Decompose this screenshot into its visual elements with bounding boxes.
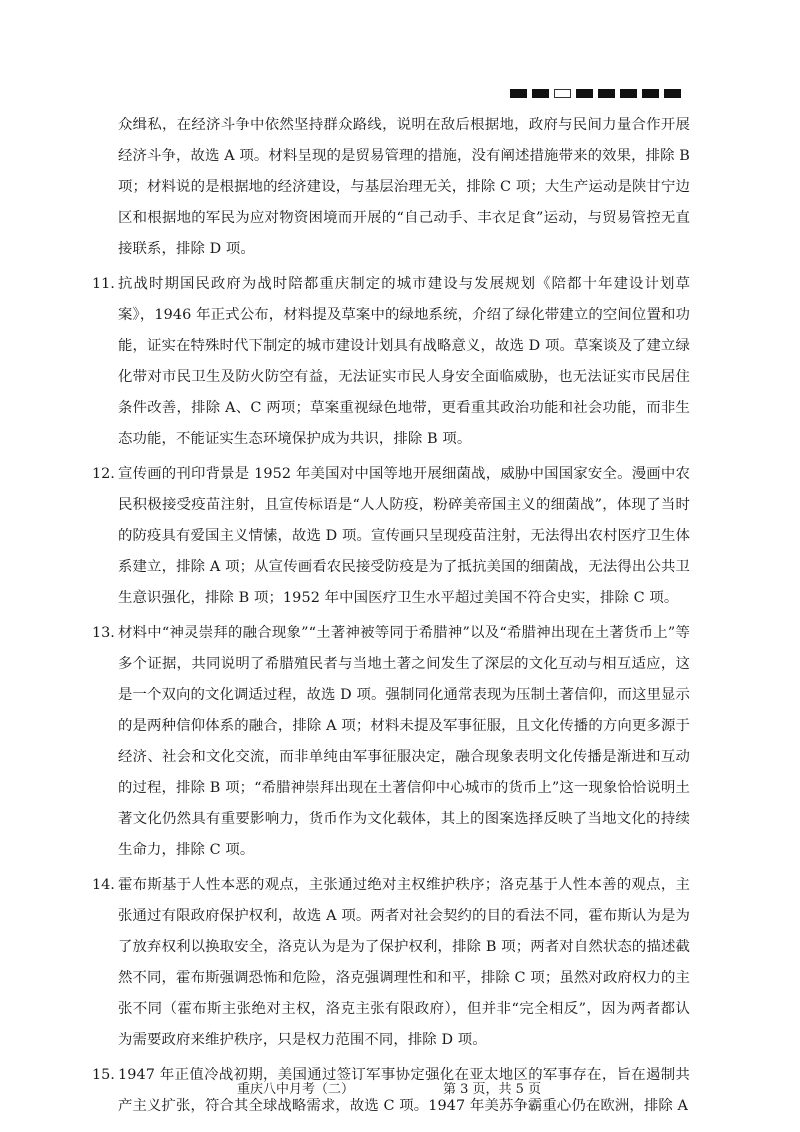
header-mark (598, 89, 615, 98)
header-mark (642, 89, 659, 98)
item-text: 霍布斯基于人性本恶的观点，主张通过绝对主权维护秩序；洛克基于人性本善的观点，主张通过有限政府保护权利，故选 A 项。两者对社会契约的目的看法不同，霍布斯认为是为了放弃权利以换取安全，洛克认为是为了保护权利，排除 B 项；两者对自然状态的描述截然不同，霍布斯强调恐怖和危险，洛克强调理性和和平，排除 C 项；虽然对政府权力的主张不同（霍布斯主张绝对主权，洛克主张有限政府），但并非“完全相反”，因为两者都认为需要政府来维护秩序，只是权力范围不同，排除 D 项。 (118, 877, 690, 1048)
answer-item-15 (92, 1060, 690, 1122)
answer-item-14 (92, 870, 690, 1056)
item-number: 11. (92, 276, 115, 292)
answer-content (92, 110, 690, 1122)
header-mark (576, 89, 593, 98)
header-mark (532, 89, 549, 98)
answer-item-13 (92, 618, 690, 866)
item-text: 宣传画的刊印背景是 1952 年美国对中国等地开展细菌战，威胁中国国家安全。漫画中农民积极接受疫苗注射，且宣传标语是“人人防疫，粉碎美帝国主义的细菌战”，体现了当时的防疫具有爱国主义情愫，故选 D 项。宣传画只呈现疫苗注射，无法得出农村医疗卫生体系建立，排除 A 项；从宣传画看农民接受防疫是为了抵抗美国的细菌战，无法得出公共卫生意识强化，排除 B 项；1952 年中国医疗卫生水平超过美国不符合史实，排除 C 项。 (118, 466, 690, 606)
footer-exam-title: 重庆八中月考（二） (237, 1082, 355, 1097)
header-mark-hollow (554, 89, 571, 98)
item-number: 14. (92, 877, 115, 893)
item-text: 1947 年正值冷战初期，美国通过签订军事协定强化在亚太地区的军事存在，旨在遏制共产主义扩张，符合其全球战略需求，故选 C 项。1947 年美苏争霸重心仍在欧洲，排除 A (118, 1067, 690, 1114)
footer-page-number: 第 3 页，共 5 页 (443, 1082, 542, 1097)
header-mark (510, 89, 527, 98)
answer-item-12 (92, 459, 690, 614)
header-marks (510, 89, 681, 98)
header-mark (620, 89, 637, 98)
item-text: 材料中“神灵崇拜的融合现象”“土著神被等同于希腊神”以及“希腊神出现在土著货币上”等多个证据，共同说明了希腊殖民者与当地土著之间发生了深层的文化互动与相互适应，这是一个双向的文化调适过程，故选 D 项。强制同化通常表现为压制土著信仰，而这里显示的是两种信仰体系的融合，排除 A 项；材料未提及军事征服，且文化传播的方向更多源于经济、社会和文化交流，而非单纯由军事征服决定，融合现象表明文化传播是渐进和互动的过程，排除 B 项；“希腊神崇拜出现在土著信仰中心城市的货币上”这一现象恰恰说明土著文化仍然具有重要影响力，货币作为文化载体，其上的图案选择反映了当地文化的持续生命力，排除 C 项。 (118, 625, 690, 858)
item-number: 15. (92, 1067, 115, 1083)
item-text: 抗战时期国民政府为战时陪都重庆制定的城市建设与发展规划《陪都十年建设计划草案》，1946 年正式公布，材料提及草案中的绿地系统，介绍了绿化带建立的空间位置和功能，证实在特殊时代下制定的城市建设计划具有战略意义，故选 D 项。草案谈及了建立绿化带对市民卫生及防火防空有益，无法证实市民人身安全面临威胁，也无法证实市民居住条件改善，排除 A、C 两项；草案重视绿色地带，更看重其政治功能和社会功能，而非生态功能，不能证实生态环境保护成为共识，排除 B 项。 (118, 276, 690, 447)
item-number: 13. (92, 625, 115, 641)
continuation-paragraph: 众缉私，在经济斗争中依然坚持群众路线，说明在敌后根据地，政府与民间力量合作开展经济斗争，故选 A 项。材料呈现的是贸易管理的措施，没有阐述措施带来的效果，排除 B 项；材料说的是根据地的经济建设，与基层治理无关，排除 C 项；大生产运动是陕甘宁边区和根据地的军民为应对物资困境而开展的“自己动手、丰衣足食”运动，与贸易管控无直接联系，排除 D 项。 (118, 117, 690, 257)
item-number: 12. (92, 466, 115, 482)
answer-item-11 (92, 269, 690, 455)
header-mark (664, 89, 681, 98)
